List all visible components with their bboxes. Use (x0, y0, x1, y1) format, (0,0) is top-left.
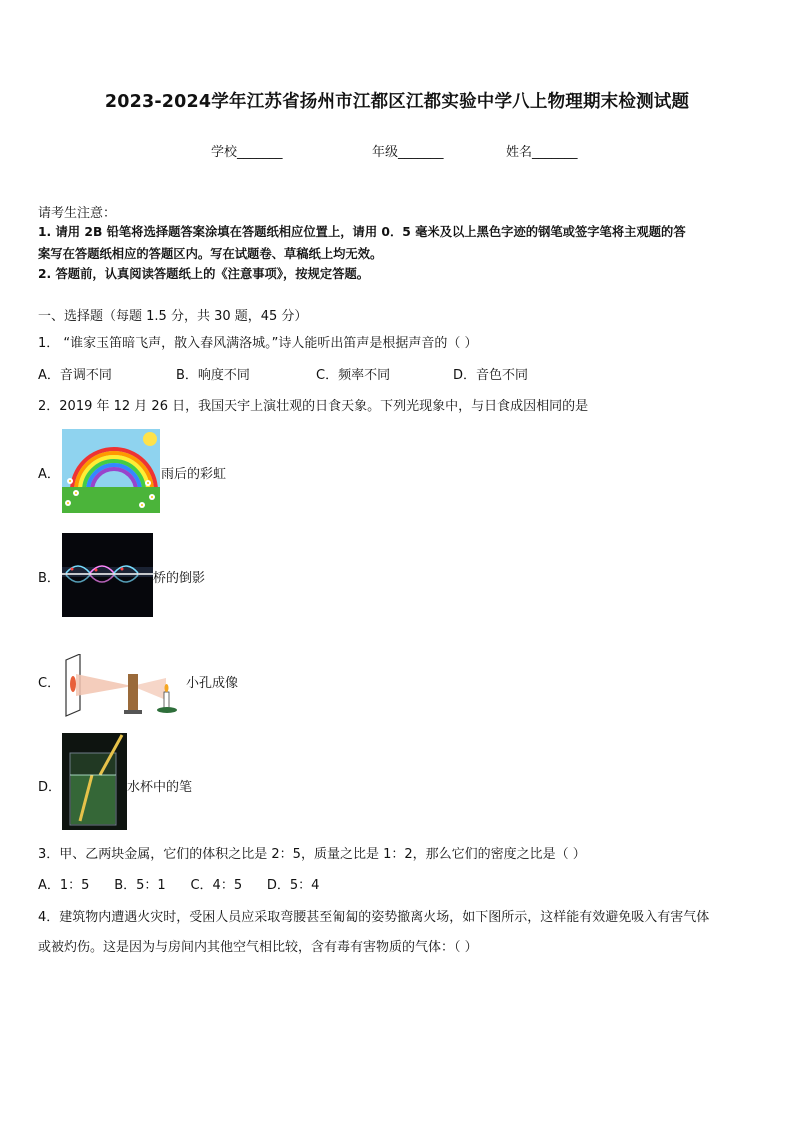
q1-option-a: A．音调不同 (38, 368, 112, 383)
q2-option-b-label: B． (38, 571, 60, 586)
section-heading: 一、选择题（每题 1.5 分，共 30 题，45 分） (38, 309, 308, 324)
q2-option-d-label: D． (38, 780, 62, 795)
notice-item-1: 1. 请用 2B 铅笔将选择题答案涂填在答题纸相应位置上，请用 0．5 毫米及以上黑色字迹的钢笔或签字笔将主观题的答 (38, 225, 686, 239)
q2-option-b-text: 桥的倒影 (153, 571, 206, 586)
q2-option-a-text: 雨后的彩虹 (161, 467, 227, 482)
q1-option-d: D．音色不同 (453, 368, 529, 383)
q2-option-c-text: 小孔成像 (186, 676, 239, 691)
question-1-stem: 1． “谁家玉笛暗飞声，散入春风满洛城。”诗人能听出笛声是根据声音的（ ） (38, 336, 478, 351)
bridge-reflection-image (62, 533, 153, 617)
q1-option-c: C．频率不同 (316, 368, 391, 383)
q2-option-d-text: 水杯中的笔 (127, 780, 193, 795)
question-4-stem: 4．建筑物内遭遇火灾时，受困人员应采取弯腰甚至匍匐的姿势撤离火场，如下图所示，这样能有效避免吸入有害气体 (38, 910, 710, 925)
pinhole-camera-image (62, 654, 182, 720)
question-3-stem: 3．甲、乙两块金属，它们的体积之比是 2：5，质量之比是 1：2，那么它们的密度之比是（ ） (38, 847, 586, 862)
question-2-stem: 2．2019 年 12 月 26 日，我国天宇上演壮观的日食天象。下列光现象中，与日食成因相同的是 (38, 399, 589, 414)
pen-in-glass-image (62, 733, 127, 830)
notice-heading: 请考生注意： (38, 206, 117, 221)
school-field: 学校_______ (211, 145, 283, 160)
q1-option-b: B．响度不同 (176, 368, 250, 383)
grade-field: 年级_______ (372, 145, 444, 160)
page-title: 2023-2024学年江苏省扬州市江都区江都实验中学八上物理期末检测试题 (104, 92, 690, 112)
question-4-stem-cont: 或被灼伤。这是因为与房间内其他空气相比较，含有毒有害物质的气体：（ ） (38, 940, 478, 955)
q3-options: A．1：5 B．5：1 C．4：5 D．5：4 (38, 878, 320, 893)
notice-item-2: 2. 答题前，认真阅读答题纸上的《注意事项》，按规定答题。 (38, 267, 370, 281)
notice-item-1-cont: 案写在答题纸相应的答题区内。写在试题卷、草稿纸上均无效。 (38, 247, 383, 261)
name-field: 姓名_______ (506, 145, 578, 160)
q2-option-a-label: A． (38, 467, 60, 482)
q2-option-c-label: C． (38, 676, 61, 691)
rainbow-image (62, 429, 160, 513)
